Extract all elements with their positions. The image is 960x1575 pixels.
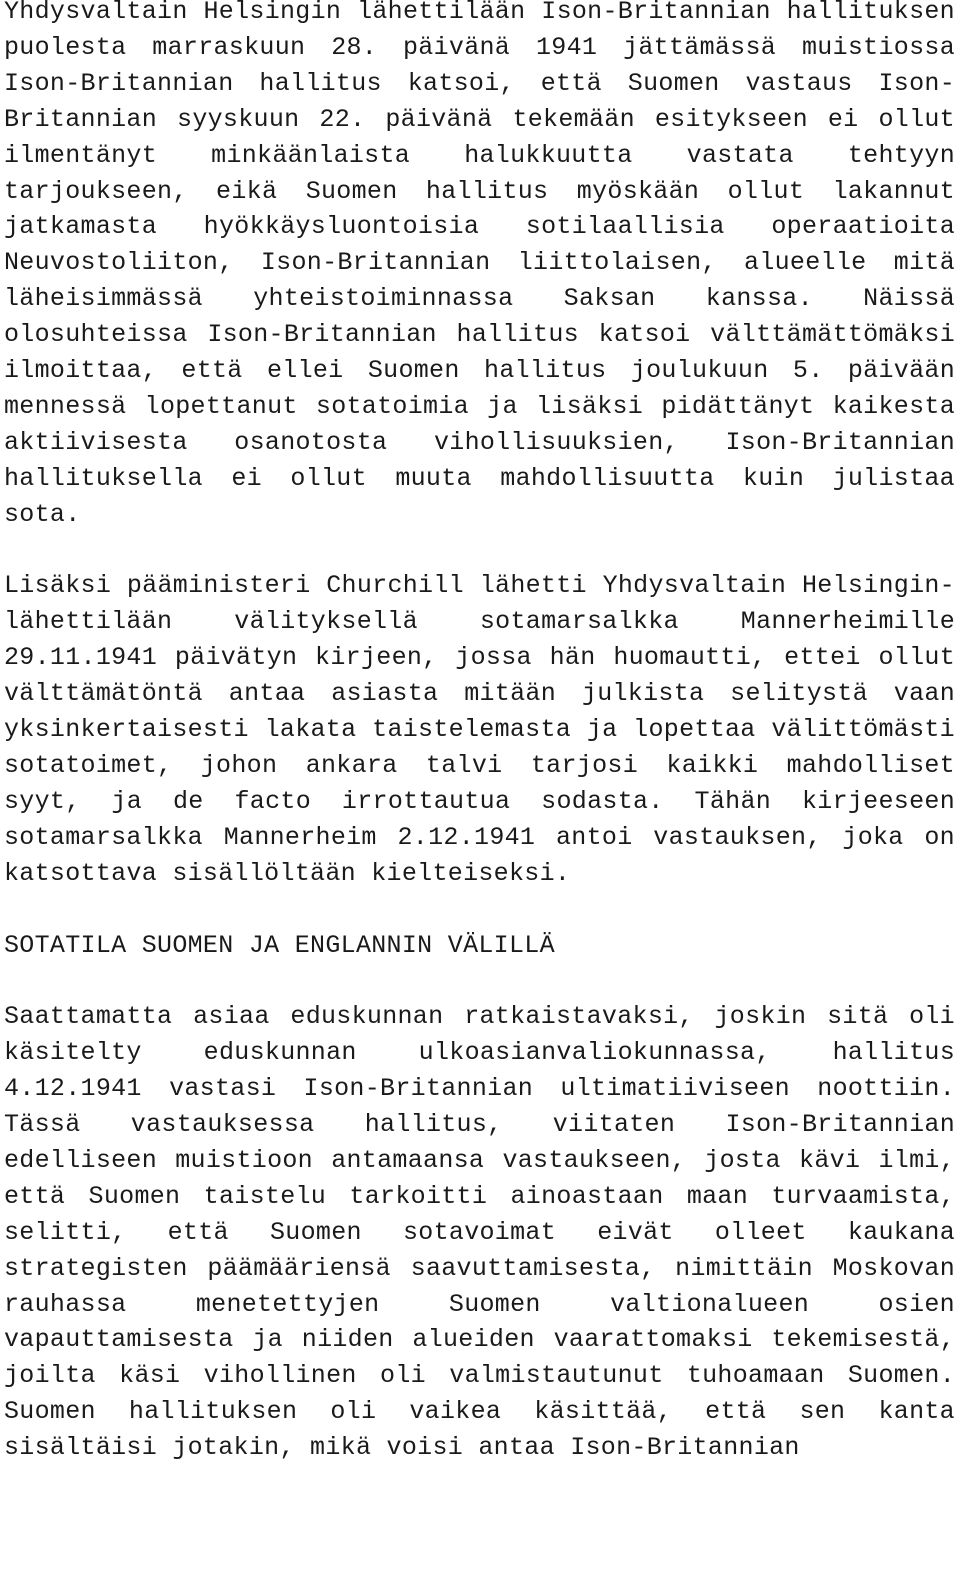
paragraph-government-reply: Saattamatta asiaa eduskunnan ratkaistavaksi, joskin sitä oli käsitelty eduskunnan ulkoasianvaliokunnassa, hallitus 4.12.1941 vastasi Ison-Britannian ultimatiiviseen noottiin. Tässä vastauksessa hallitus, viitaten Ison-Britannian edelliseen muistioon antamaansa vastaukseen, josta kävi ilmi, että Suomen taistelu tarkoitti ainoastaan maan turvaamista, selitti, että Suomen sotavoimat eivät olleet kaukana strategisten päämääriensä saavuttamisesta, nimittäin Moskovan rauhassa menetettyjen Suomen valtionalueen osien vapauttamisesta ja niiden alueiden vaarattomaksi tekemisestä, joilta käsi vihollinen oli valmistautunut tuhoamaan Suomen. Suomen hallituksen oli vaikea käsittää, että sen kanta sisältäisi jotakin, mikä voisi antaa Ison-Britannian bbox=[4, 1002, 955, 1463]
paragraph-spacer bbox=[4, 963, 955, 999]
paragraph-spacer bbox=[4, 892, 955, 928]
paragraph-ultimatum-memo: Yhdysvaltain Helsingin lähettilään Ison-Britannian hallituksen puolesta marraskuun 28. päivänä 1941 jättämässä muistiossa Ison-Britannian hallitus katsoi, että Suomen vastaus Ison-Britannian syyskuun 22. päivänä tekemään esitykseen ei ollut ilmentänyt minkäänlaista halukkuutta vastata tehtyyn tarjoukseen, eikä Suomen hallitus myöskään ollut lakannut jatkamasta hyökkäysluontoisia sotilaallisia operaatioita Neuvostoliiton, Ison-Britannian liittolaisen, alueelle mitä läheisimmässä yhteistoiminnassa Saksan kanssa. Näissä olosuhteissa Ison-Britannian hallitus katsoi välttämättömäksi ilmoittaa, että ellei Suomen hallitus joulukuun 5. päivään mennessä lopettanut sotatoimia ja lisäksi pidättänyt kaikesta aktiivisesta osanotosta vihollisuuksien, Ison-Britannian hallituksella ei ollut muuta mahdollisuutta kuin julistaa sota. bbox=[4, 0, 955, 529]
paragraph-spacer bbox=[4, 533, 955, 569]
section-heading: SOTATILA SUOMEN JA ENGLANNIN VÄLILLÄ bbox=[4, 930, 555, 960]
paragraph-churchill-letter: Lisäksi pääministeri Churchill lähetti Yhdysvaltain Helsingin-lähettilään välityksellä sotamarsalkka Mannerheimille 29.11.1941 päivätyn kirjeen, jossa hän huomautti, ettei ollut välttämätöntä antaa asiasta mitään julkista selitystä vaan yksinkertaisesti lakata taistelemasta ja lopettaa välittömästi sotatoimet, johon ankara talvi tarjosi kaikki mahdolliset syyt, ja de facto irrottautua sodasta. Tähän kirjeeseen sotamarsalkka Mannerheim 2.12.1941 antoi vastauksen, joka on katsottava sisällöltään kielteiseksi. bbox=[4, 571, 955, 888]
document-page bbox=[4, 0, 955, 1466]
